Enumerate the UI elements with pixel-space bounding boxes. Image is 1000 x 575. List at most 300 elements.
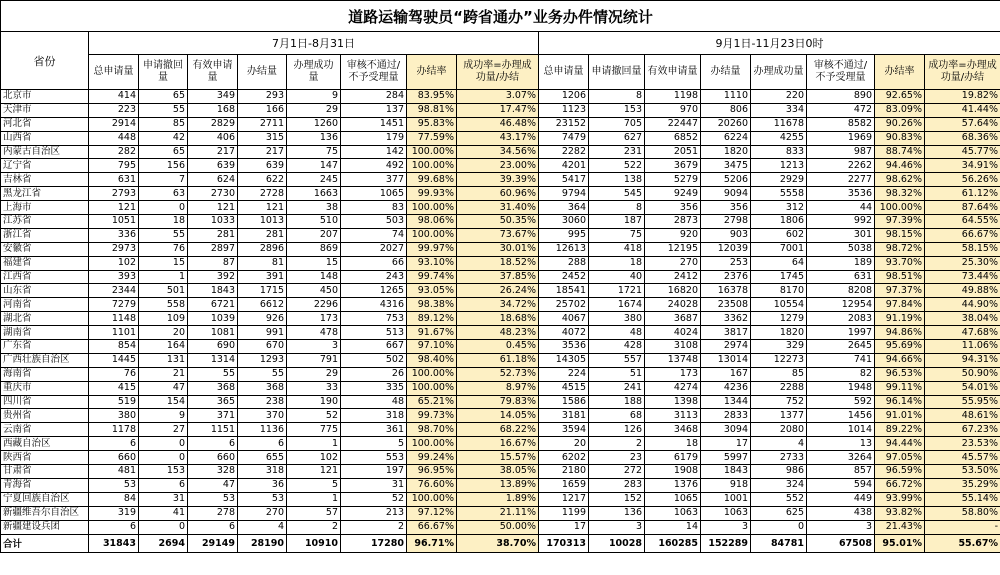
table-cell: 18: [589, 256, 645, 270]
table-cell: 1745: [751, 270, 807, 284]
table-cell: 98.81%: [407, 103, 457, 117]
table-cell: 29: [287, 367, 341, 381]
table-cell: 3817: [701, 326, 751, 340]
table-cell: 100.00%: [407, 437, 457, 451]
table-cell: 5417: [539, 173, 589, 187]
table-cell: 282: [89, 145, 139, 159]
table-cell: 100.00%: [407, 367, 457, 381]
table-cell: 2412: [645, 270, 701, 284]
column-header: 申请撤回量: [589, 55, 645, 90]
table-cell: 67.23%: [925, 423, 1000, 437]
table-cell: 1293: [238, 353, 287, 367]
table-cell: 450: [287, 284, 341, 298]
table-cell: 288: [539, 256, 589, 270]
province-cell: 山东省: [1, 284, 89, 298]
table-cell: 1013: [238, 215, 287, 229]
table-cell: 55: [139, 228, 188, 242]
table-cell: 393: [89, 270, 139, 284]
table-cell: 6: [188, 437, 238, 451]
table-cell: 415: [89, 381, 139, 395]
table-cell: 23152: [539, 117, 589, 131]
table-cell: 1969: [807, 131, 875, 145]
table-cell: 97.37%: [875, 284, 925, 298]
table-cell: 91.01%: [875, 409, 925, 423]
table-cell: 0: [139, 520, 188, 534]
table-cell: 245: [287, 173, 341, 187]
table-cell: 31: [341, 478, 407, 492]
table-cell: 190: [287, 395, 341, 409]
table-cell: 14: [645, 520, 701, 534]
table-cell: 5: [287, 478, 341, 492]
table-cell: 164: [139, 340, 188, 354]
table-cell: 48.61%: [925, 409, 1000, 423]
table-cell: 97.05%: [875, 451, 925, 465]
province-cell: 河北省: [1, 117, 89, 131]
table-cell: 12195: [645, 242, 701, 256]
table-cell: 85: [751, 367, 807, 381]
table-cell: 94.44%: [875, 437, 925, 451]
total-row: [1, 534, 1000, 552]
table-cell: 61.12%: [925, 187, 1000, 201]
table-cell: 3536: [807, 187, 875, 201]
table-cell: 10910: [287, 534, 341, 552]
table-cell: 65.21%: [407, 395, 457, 409]
table-cell: 2277: [807, 173, 875, 187]
table-cell: 223: [89, 103, 139, 117]
table-cell: 522: [589, 159, 645, 173]
table-row: [1, 478, 1000, 492]
table-cell: 2296: [287, 298, 341, 312]
table-row: [1, 145, 1000, 159]
table-cell: 99.24%: [407, 451, 457, 465]
table-cell: 3181: [539, 409, 589, 423]
table-cell: 1806: [751, 215, 807, 229]
table-cell: 38.05%: [457, 465, 539, 479]
table-cell: 47: [139, 381, 188, 395]
table-cell: 12613: [539, 242, 589, 256]
table-cell: 96.95%: [407, 465, 457, 479]
table-cell: 639: [238, 159, 287, 173]
table-cell: 27: [139, 423, 188, 437]
table-cell: 4515: [539, 381, 589, 395]
table-cell: 74: [341, 228, 407, 242]
table-cell: 6224: [701, 131, 751, 145]
table-cell: 1063: [701, 506, 751, 520]
table-cell: 96.71%: [407, 534, 457, 552]
table-cell: 20: [539, 437, 589, 451]
table-row: [1, 159, 1000, 173]
table-cell: 167: [701, 367, 751, 381]
table-row: [1, 173, 1000, 187]
table-cell: 241: [589, 381, 645, 395]
table-cell: 2080: [751, 423, 807, 437]
table-cell: 2873: [645, 215, 701, 229]
table-cell: 4024: [645, 326, 701, 340]
table-cell: 66.72%: [875, 478, 925, 492]
table-cell: 2376: [701, 270, 751, 284]
table-cell: 53: [188, 492, 238, 506]
column-header: 总申请量: [89, 55, 139, 90]
column-header: 总申请量: [539, 55, 589, 90]
column-header-row: [1, 55, 1000, 90]
table-cell: 7479: [539, 131, 589, 145]
table-cell: 639: [188, 159, 238, 173]
table-cell: 21.43%: [875, 520, 925, 534]
province-cell: 新疆维吾尔自治区: [1, 506, 89, 520]
table-row: [1, 437, 1000, 451]
table-cell: 370: [238, 409, 287, 423]
table-cell: 99.97%: [407, 242, 457, 256]
table-cell: 153: [589, 103, 645, 117]
table-cell: 2798: [701, 215, 751, 229]
table-cell: 1.89%: [457, 492, 539, 506]
column-header: 办结率: [407, 55, 457, 90]
table-cell: 1081: [188, 326, 238, 340]
table-cell: 52.73%: [457, 367, 539, 381]
table-cell: 13748: [645, 353, 701, 367]
table-cell: 220: [751, 90, 807, 104]
table-cell: 91.67%: [407, 326, 457, 340]
table-cell: 100.00%: [407, 145, 457, 159]
table-cell: 1663: [287, 187, 341, 201]
table-cell: 2896: [238, 242, 287, 256]
province-cell: 广西壮族自治区: [1, 353, 89, 367]
table-cell: 4: [238, 520, 287, 534]
table-cell: 501: [139, 284, 188, 298]
table-cell: 510: [287, 215, 341, 229]
table-cell: 281: [188, 228, 238, 242]
table-cell: 89.12%: [407, 312, 457, 326]
table-cell: 168: [188, 103, 238, 117]
table-cell: 170313: [539, 534, 589, 552]
table-cell: 95.01%: [875, 534, 925, 552]
table-cell: 13014: [701, 353, 751, 367]
table-cell: 329: [751, 340, 807, 354]
table-cell: 55: [139, 103, 188, 117]
table-cell: 552: [751, 492, 807, 506]
table-cell: 18.68%: [457, 312, 539, 326]
table-row: [1, 90, 1000, 104]
table-cell: 1843: [188, 284, 238, 298]
table-row: [1, 395, 1000, 409]
table-cell: 14305: [539, 353, 589, 367]
table-cell: 6721: [188, 298, 238, 312]
table-cell: 15.57%: [457, 451, 539, 465]
table-cell: 102: [287, 451, 341, 465]
table-cell: 66: [341, 256, 407, 270]
table-cell: 2728: [238, 187, 287, 201]
table-cell: 9: [287, 90, 341, 104]
table-cell: 52: [287, 409, 341, 423]
table-cell: 55.95%: [925, 395, 1000, 409]
table-cell: 1178: [89, 423, 139, 437]
table-cell: 25.30%: [925, 256, 1000, 270]
table-cell: 553: [341, 451, 407, 465]
table-cell: 3113: [645, 409, 701, 423]
province-cell: 新疆建设兵团: [1, 520, 89, 534]
table-cell: 131: [139, 353, 188, 367]
table-cell: 336: [89, 228, 139, 242]
table-cell: 1659: [539, 478, 589, 492]
table-cell: 368: [188, 381, 238, 395]
table-cell: 2288: [751, 381, 807, 395]
table-cell: 45.77%: [925, 145, 1000, 159]
table-cell: 173: [287, 312, 341, 326]
table-cell: 18: [645, 437, 701, 451]
table-cell: 253: [701, 256, 751, 270]
table-cell: 94.46%: [875, 159, 925, 173]
table-cell: 121: [287, 465, 341, 479]
table-cell: 97.39%: [875, 215, 925, 229]
table-cell: 2897: [188, 242, 238, 256]
table-cell: 100.00%: [407, 492, 457, 506]
table-cell: 33: [287, 381, 341, 395]
table-cell: 328: [188, 465, 238, 479]
table-cell: 391: [238, 270, 287, 284]
table-cell: 0: [139, 451, 188, 465]
table-cell: 3594: [539, 423, 589, 437]
table-cell: 188: [589, 395, 645, 409]
table-row: [1, 353, 1000, 367]
table-row: [1, 131, 1000, 145]
table-cell: 1217: [539, 492, 589, 506]
province-cell: 天津市: [1, 103, 89, 117]
column-header: 有效申请量: [645, 55, 701, 90]
table-cell: 869: [287, 242, 341, 256]
table-cell: 39.39%: [457, 173, 539, 187]
table-cell: 987: [807, 145, 875, 159]
table-cell: 1674: [589, 298, 645, 312]
table-cell: 34.56%: [457, 145, 539, 159]
table-cell: 4201: [539, 159, 589, 173]
table-cell: 2645: [807, 340, 875, 354]
table-cell: 312: [751, 201, 807, 215]
table-cell: 1721: [589, 284, 645, 298]
table-row: [1, 201, 1000, 215]
table-cell: 98.62%: [875, 173, 925, 187]
table-cell: 2829: [188, 117, 238, 131]
table-cell: 21: [139, 367, 188, 381]
table-cell: 1001: [701, 492, 751, 506]
table-cell: 25702: [539, 298, 589, 312]
table-cell: 243: [341, 270, 407, 284]
table-cell: 100.00%: [407, 201, 457, 215]
table-cell: 2: [341, 520, 407, 534]
table-cell: 1: [287, 437, 341, 451]
table-cell: 16.67%: [457, 437, 539, 451]
table-cell: 34.72%: [457, 298, 539, 312]
table-cell: 6612: [238, 298, 287, 312]
table-cell: 48: [341, 395, 407, 409]
table-cell: 217: [188, 145, 238, 159]
table-cell: 1136: [238, 423, 287, 437]
table-cell: 2180: [539, 465, 589, 479]
table-cell: 50.90%: [925, 367, 1000, 381]
table-cell: 65: [139, 145, 188, 159]
province-cell: 江苏省: [1, 215, 89, 229]
province-cell: 上海市: [1, 201, 89, 215]
province-cell: 海南省: [1, 367, 89, 381]
table-row: [1, 228, 1000, 242]
table-cell: 224: [539, 367, 589, 381]
table-cell: 99.74%: [407, 270, 457, 284]
table-cell: 83: [341, 201, 407, 215]
province-cell: 北京市: [1, 90, 89, 104]
table-cell: 23.53%: [925, 437, 1000, 451]
table-cell: 45.57%: [925, 451, 1000, 465]
table-cell: 90.83%: [875, 131, 925, 145]
table-cell: 47.68%: [925, 326, 1000, 340]
table-cell: 3468: [645, 423, 701, 437]
table-cell: 15: [139, 256, 188, 270]
table-cell: 213: [341, 506, 407, 520]
table-cell: 519: [89, 395, 139, 409]
table-cell: 98.38%: [407, 298, 457, 312]
table-cell: 98.40%: [407, 353, 457, 367]
table-cell: 377: [341, 173, 407, 187]
table-cell: 83.09%: [875, 103, 925, 117]
table-cell: 8208: [807, 284, 875, 298]
table-cell: 1908: [645, 465, 701, 479]
province-cell: 湖北省: [1, 312, 89, 326]
table-cell: 795: [89, 159, 139, 173]
table-cell: 5206: [701, 173, 751, 187]
table-cell: 9794: [539, 187, 589, 201]
table-cell: 478: [287, 326, 341, 340]
table-row: [1, 270, 1000, 284]
table-cell: 3687: [645, 312, 701, 326]
table-cell: 173: [645, 367, 701, 381]
table-cell: 73.44%: [925, 270, 1000, 284]
table-cell: 6: [89, 437, 139, 451]
table-cell: 854: [89, 340, 139, 354]
table-cell: 3094: [701, 423, 751, 437]
table-cell: 75: [589, 228, 645, 242]
table-cell: 705: [589, 117, 645, 131]
table-cell: 84781: [751, 534, 807, 552]
table-cell: 64.55%: [925, 215, 1000, 229]
table-cell: 121: [89, 201, 139, 215]
province-cell: 宁夏回族自治区: [1, 492, 89, 506]
table-row: [1, 242, 1000, 256]
table-cell: 361: [341, 423, 407, 437]
table-cell: 31843: [89, 534, 139, 552]
table-cell: 334: [751, 103, 807, 117]
table-cell: 1398: [645, 395, 701, 409]
table-cell: 154: [139, 395, 188, 409]
table-cell: 2914: [89, 117, 139, 131]
province-cell: 江西省: [1, 270, 89, 284]
table-cell: 791: [287, 353, 341, 367]
table-cell: 100.00%: [407, 228, 457, 242]
table-cell: 207: [287, 228, 341, 242]
table-cell: 95.69%: [875, 340, 925, 354]
table-cell: 481: [89, 465, 139, 479]
table-cell: 741: [807, 353, 875, 367]
table-cell: 93.82%: [875, 506, 925, 520]
table-cell: 503: [341, 215, 407, 229]
table-cell: 2051: [645, 145, 701, 159]
table-cell: 1039: [188, 312, 238, 326]
province-cell: 重庆市: [1, 381, 89, 395]
table-cell: 87: [188, 256, 238, 270]
table-cell: 147: [287, 159, 341, 173]
table-cell: 4: [751, 437, 807, 451]
column-header: 办结量: [701, 55, 751, 90]
table-cell: 4072: [539, 326, 589, 340]
table-cell: 272: [589, 465, 645, 479]
table-cell: 1376: [645, 478, 701, 492]
table-cell: 492: [341, 159, 407, 173]
table-cell: 4236: [701, 381, 751, 395]
table-cell: 3264: [807, 451, 875, 465]
table-cell: 13.89%: [457, 478, 539, 492]
table-cell: 40: [589, 270, 645, 284]
table-cell: 1820: [751, 326, 807, 340]
column-header: 办理成功量: [287, 55, 341, 90]
table-cell: 3: [701, 520, 751, 534]
table-cell: 1265: [341, 284, 407, 298]
table-cell: 438: [807, 506, 875, 520]
table-row: [1, 492, 1000, 506]
table-cell: 753: [341, 312, 407, 326]
table-cell: 231: [589, 145, 645, 159]
province-cell: 陕西省: [1, 451, 89, 465]
table-cell: 2730: [188, 187, 238, 201]
table-cell: 6179: [645, 451, 701, 465]
table-cell: 16378: [701, 284, 751, 298]
table-cell: 148: [287, 270, 341, 284]
table-cell: 3362: [701, 312, 751, 326]
table-cell: 153: [139, 465, 188, 479]
table-cell: 356: [701, 201, 751, 215]
table-cell: 96.14%: [875, 395, 925, 409]
table-cell: 270: [238, 506, 287, 520]
table-cell: 1213: [751, 159, 807, 173]
table-cell: 2929: [751, 173, 807, 187]
table-cell: 991: [238, 326, 287, 340]
table-cell: 17: [539, 520, 589, 534]
table-cell: 1123: [539, 103, 589, 117]
table-cell: 98.15%: [875, 228, 925, 242]
table-cell: 8582: [807, 117, 875, 131]
table-cell: 52: [341, 492, 407, 506]
table-cell: 918: [701, 478, 751, 492]
table-cell: 41.44%: [925, 103, 1000, 117]
province-cell: 西藏自治区: [1, 437, 89, 451]
table-cell: 58.15%: [925, 242, 1000, 256]
table-cell: 13: [807, 437, 875, 451]
province-cell: 内蒙古自治区: [1, 145, 89, 159]
table-cell: 558: [139, 298, 188, 312]
table-cell: 3536: [539, 340, 589, 354]
table-cell: 76.60%: [407, 478, 457, 492]
table-cell: 61.18%: [457, 353, 539, 367]
table-cell: 2711: [238, 117, 287, 131]
table-row: [1, 215, 1000, 229]
table-cell: 109: [139, 312, 188, 326]
table-cell: 655: [238, 451, 287, 465]
table-cell: 356: [645, 201, 701, 215]
table-cell: 99.68%: [407, 173, 457, 187]
table-cell: 50.35%: [457, 215, 539, 229]
table-cell: 622: [238, 173, 287, 187]
table-cell: 65: [139, 90, 188, 104]
table-cell: 137: [341, 103, 407, 117]
table-cell: 3.07%: [457, 90, 539, 104]
table-cell: 17: [701, 437, 751, 451]
table-cell: 88.74%: [875, 145, 925, 159]
